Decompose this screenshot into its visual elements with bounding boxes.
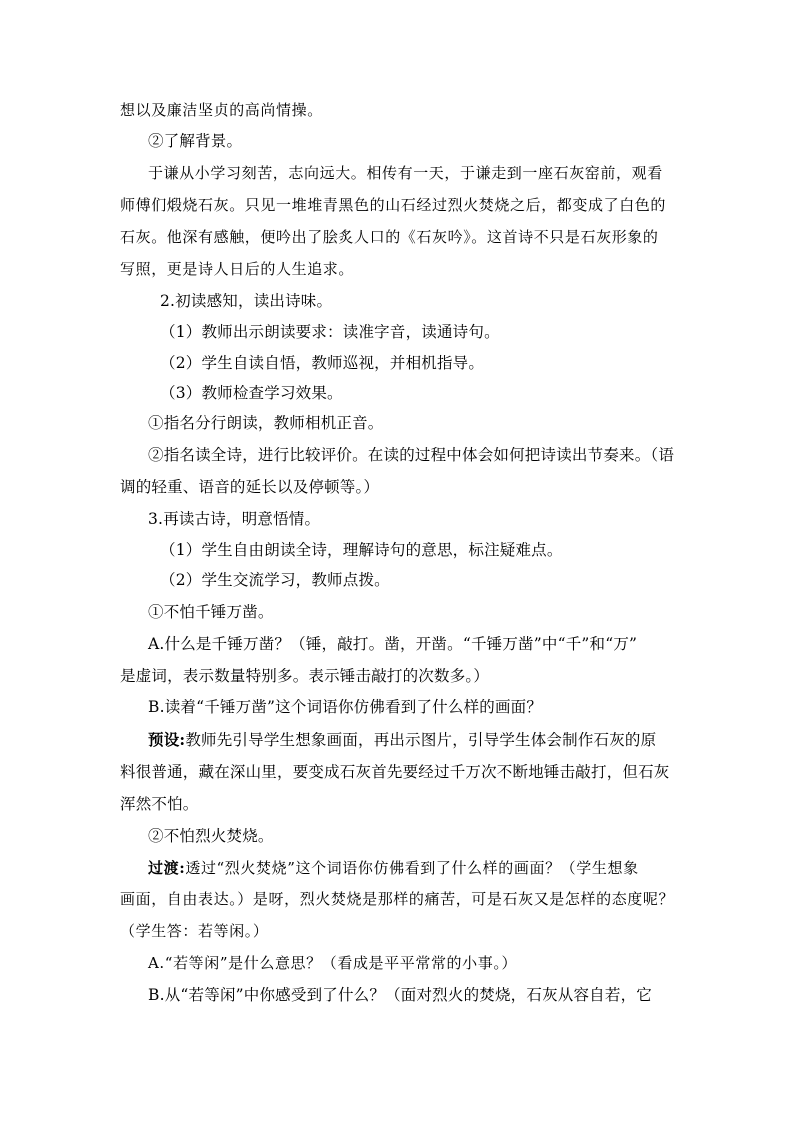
text-line: 画面，自由表达。）是呀，烈火焚烧是那样的痛苦，可是石灰又是怎样的态度呢？: [120, 890, 675, 908]
preset-label: 预设:: [148, 730, 186, 749]
text-line: [148, 858, 639, 878]
text-line: （3）教师检查学习效果。: [160, 384, 343, 402]
text-line: 想以及廉洁坚贞的高尚情操。: [120, 101, 323, 119]
text-line: 料很普通，藏在深山里，要变成石灰首先要经过千万次不断地锤击敲打，但石灰: [120, 763, 670, 781]
text-line: 3.再读古诗，明意悟情。: [148, 510, 321, 528]
text-line: 2.初读感知，读出诗味。: [160, 292, 333, 310]
text-line: [148, 730, 656, 750]
text-line: ②了解背景。: [148, 132, 243, 150]
text-line: 调的轻重、语音的延长以及停顿等。）: [120, 478, 380, 496]
text-line: 浑然不怕。: [120, 795, 199, 813]
text-line: （1）学生自由朗读全诗，理解诗句的意思，标注疑难点。: [160, 541, 563, 559]
text-line: （学生答：若等闲。）: [120, 922, 269, 940]
text-run: 教师先引导学生想象画面，再出示图片，引导学生体会制作石灰的原: [185, 731, 657, 749]
text-line: （1）教师出示朗读要求：读准字音，读通诗句。: [160, 323, 500, 341]
text-line: 师傅们煅烧石灰。只见一堆堆青黑色的山石经过烈火焚烧之后，都变成了白色的: [120, 196, 667, 214]
text-line: A.什么是千锤万凿？（锤，敲打。凿，开凿。“千锤万凿”中“千”和“万”: [148, 635, 638, 653]
text-line: 于谦从小学习刻苦，志向远大。相传有一天，于谦走到一座石灰窑前，观看: [148, 164, 663, 182]
text-line: 是虚词，表示数量特别多。表示锤击敲打的次数多。）: [120, 667, 490, 685]
text-line: （2）学生交流学习，教师点拨。: [160, 571, 390, 589]
text-line: ②不怕烈火焚烧。: [148, 827, 274, 845]
text-line: ①不怕千锤万凿。: [148, 603, 274, 621]
text-line: 石灰。他深有感触，便吟出了脍炙人口的《石灰吟》。这首诗不只是石灰形象的: [120, 228, 659, 246]
text-line: 写照，更是诗人日后的人生追求。: [120, 260, 355, 278]
text-run: 透过“烈火焚烧”这个词语你仿佛看到了什么样的画面？（学生想象: [185, 859, 639, 877]
text-line: ②指名读全诗，进行比较评价。在读的过程中体会如何把诗读出节奏来。（语: [148, 446, 675, 464]
text-line: B.读着“千锤万凿”这个词语你仿佛看到了什么样的画面？: [148, 698, 543, 716]
text-line: B.从“若等闲”中你感受到了什么？（面对烈火的焚烧，石灰从容自若，它: [148, 986, 652, 1004]
text-line: ①指名分行朗读，教师相机正音。: [148, 414, 384, 432]
transition-label: 过渡:: [148, 859, 186, 877]
text-line: A.“若等闲”是什么意思？（看成是平平常常的小事。）: [148, 954, 518, 972]
text-line: （2）学生自读自悟，教师巡视，并相机指导。: [160, 354, 485, 372]
